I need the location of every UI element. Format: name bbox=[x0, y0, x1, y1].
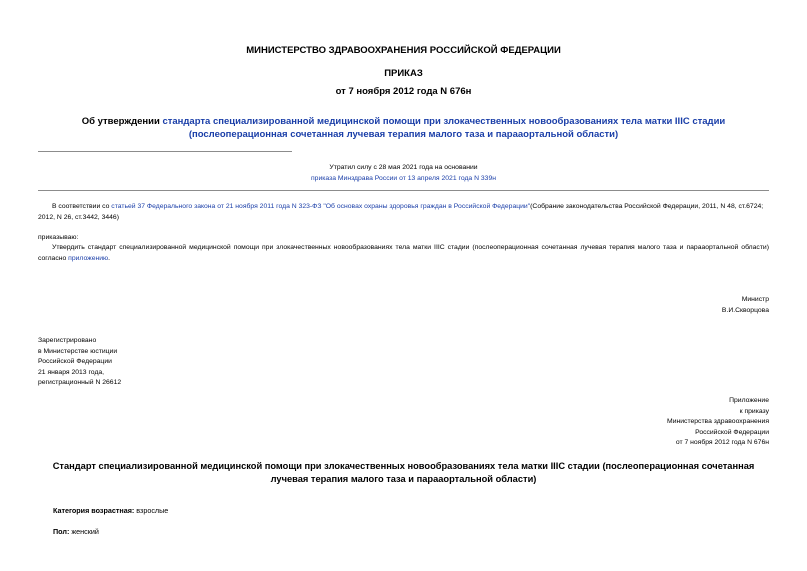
appendix-line: Министерства здравоохранения bbox=[667, 418, 769, 425]
registration-line: Зарегистрировано bbox=[38, 337, 97, 344]
preamble-paragraph bbox=[38, 202, 769, 223]
signature-position: Министр bbox=[741, 296, 769, 303]
sex-row bbox=[53, 521, 99, 539]
status-note-line1: Утратил силу с 28 мая 2021 года на основании bbox=[329, 164, 478, 171]
order-end: . bbox=[108, 254, 111, 262]
preamble-prefix: В соответствии со bbox=[52, 203, 112, 210]
title-prefix: Об утверждении bbox=[81, 116, 163, 127]
preamble-suffix: (Собрание законодательства Российской Федерации, 2011, N 48, ст.6724; 2012, N 26, ст.3442, 3446) bbox=[38, 203, 764, 221]
appendix-block bbox=[667, 396, 769, 449]
doc-type-heading: ПРИКАЗ bbox=[384, 68, 423, 79]
age-category-row bbox=[53, 500, 168, 518]
order-text: Утвердить стандарт специализированной медицинской помощи при злокачественных новообразованиях тела матки IIIC стадии (послеоперационная сочетанная лучевая терапия малого таза и парааортальной области) согласно bbox=[38, 244, 769, 262]
status-divider bbox=[38, 151, 292, 152]
appendix-link[interactable]: приложению bbox=[68, 254, 109, 262]
sex-value: женский bbox=[69, 527, 99, 536]
appendix-line: Российской Федерации bbox=[695, 428, 769, 436]
signature-block bbox=[722, 295, 769, 316]
sex-label: Пол: bbox=[53, 527, 70, 536]
law-title-link[interactable]: "Об основах охраны здоровья граждан в Российской Федерации" bbox=[323, 203, 531, 210]
order-paragraph bbox=[38, 243, 769, 264]
registration-line: 21 января 2013 года, bbox=[38, 368, 105, 376]
standard-title: Стандарт специализированной медицинской помощи при злокачественных новообразованиях тела матки IIIC стадии (послеоперационная сочетанная лучевая терапия малого таза и парааортальной области) bbox=[52, 461, 755, 484]
title-standard-link[interactable]: стандарта специализированной медицинской помощи при злокачественных новообразованиях тела матки IIIC стадии (послеоперационная сочетанная лучевая терапия малого таза и парааортальной области) bbox=[162, 116, 726, 140]
law-article-link[interactable]: статьей 37 Федерального закона от 21 ноября 2011 года N 323-ФЗ bbox=[111, 203, 322, 210]
age-category-value: взрослые bbox=[134, 506, 169, 515]
registration-line: Российской Федерации bbox=[38, 358, 112, 365]
doc-date-number: от 7 ноября 2012 года N 676н bbox=[335, 86, 472, 97]
appendix-line: от 7 ноября 2012 года N 676н bbox=[675, 439, 769, 446]
registration-line: регистрационный N 26612 bbox=[38, 379, 122, 386]
registration-block bbox=[38, 336, 121, 389]
appendix-line: Приложение bbox=[729, 397, 769, 404]
document-title bbox=[50, 115, 757, 141]
status-repeal-link[interactable]: приказа Минздрава России от 13 апреля 2021 года N 339н bbox=[311, 175, 496, 182]
registration-line: в Министерстве юстиции bbox=[38, 347, 118, 355]
orders-word: приказываю: bbox=[38, 234, 79, 241]
ministry-heading: МИНИСТЕРСТВО ЗДРАВООХРАНЕНИЯ РОССИЙСКОЙ ФЕДЕРАЦИИ bbox=[246, 45, 561, 56]
appendix-line: к приказу bbox=[739, 407, 769, 415]
signature-name: В.И.Скворцова bbox=[721, 306, 769, 314]
age-category-label: Категория возрастная: bbox=[53, 506, 135, 515]
status-bottom-divider bbox=[38, 190, 769, 191]
